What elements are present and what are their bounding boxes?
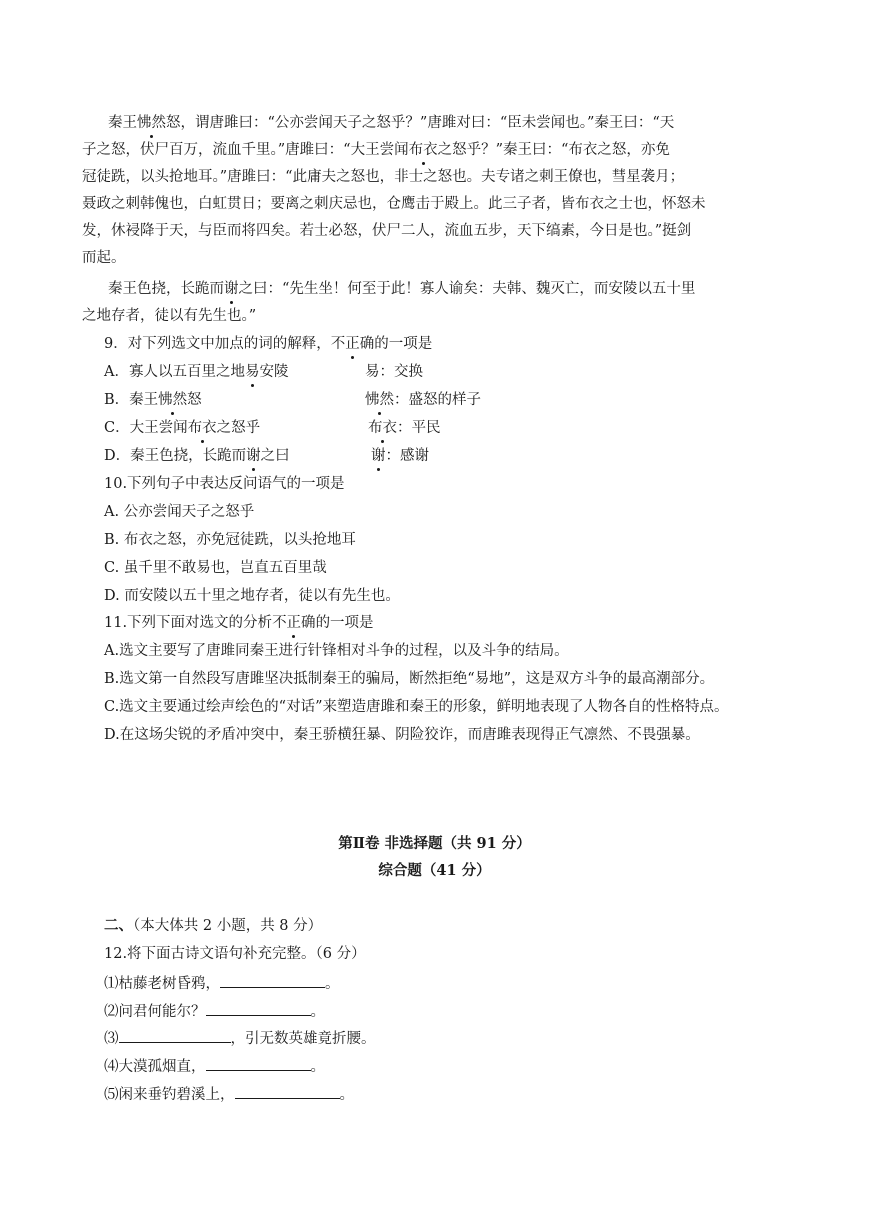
question-9-gloss-d <box>371 446 429 466</box>
passage-text: 子之怒，伏尸百万，流血千里。”唐雎曰：“大王尝闻 <box>82 142 409 158</box>
part-label: 二、 <box>104 917 133 934</box>
dotted-word: 不正确 <box>272 615 316 631</box>
item-number: ⑴ <box>104 976 119 992</box>
question-9-gloss-c <box>368 418 441 438</box>
dotted-word: 不正确 <box>330 336 375 352</box>
answer-blank[interactable] <box>220 972 325 988</box>
part-2-heading <box>104 916 322 936</box>
gloss-term: 易 <box>365 364 380 380</box>
option-text: 怒 <box>187 392 202 408</box>
question-10-option-a: A. 公亦尝闻天子之怒乎 <box>104 504 255 520</box>
question-10-option-d: D. 而安陵以五十里之地存者，徒以有先生也。 <box>104 588 400 604</box>
question-10-stem: 10.下列句子中表达反问语气的一项是 <box>104 476 345 492</box>
item-number: ⑷ <box>104 1059 119 1075</box>
gloss-term: 怫然 <box>365 392 394 408</box>
item-text: 。 <box>310 1059 325 1075</box>
item-text: 枯藤老树昏鸦， <box>118 976 220 992</box>
question-10-option-b: B. 布衣之怒，亦免冠徒跣，以头抢地耳 <box>104 532 356 548</box>
passage-text: 秦王色挠，长跪而 <box>108 281 224 297</box>
dotted-word: 怫然 <box>158 392 188 408</box>
section-subtitle: 综合题（41 分） <box>378 862 491 879</box>
dotted-word: 怫然 <box>137 115 166 131</box>
answer-blank[interactable] <box>206 1000 311 1016</box>
passage-line: 聂政之刺韩傀也，白虹贯日；要离之刺庆忌也，仓鹰击于殿上。此三子者，皆布衣之士也，怀怒未 <box>82 196 706 212</box>
question-9-gloss-b <box>365 390 481 410</box>
passage-line: 而起。 <box>82 250 126 266</box>
answer-blank[interactable] <box>119 1027 231 1043</box>
item-text: ，引无数英雄竟折腰。 <box>230 1031 376 1047</box>
item-text: 闲来垂钓碧溪上， <box>118 1087 235 1103</box>
option-text: 秦王色挠，长跪而 <box>130 448 247 464</box>
item-number: ⑶ <box>104 1031 119 1047</box>
dotted-word: 布衣 <box>408 142 438 158</box>
fill-in-item-2 <box>104 1000 325 1022</box>
passage-text: 之怒乎？”秦王曰：“布衣之怒，亦免 <box>437 142 670 158</box>
question-11-option-c: C.选文主要通过绘声绘色的“对话”来塑造唐雎和秦王的形象，鲜明地表现了人物各自的性格特点。 <box>104 699 729 715</box>
question-9-option-a <box>104 362 288 382</box>
item-text: 大漠孤烟直， <box>118 1059 206 1075</box>
option-text: 秦王 <box>129 392 159 408</box>
fill-in-item-1 <box>104 972 340 994</box>
section-title: 第Ⅱ卷 非选择题（共 91 分） <box>338 835 531 852</box>
passage-line: 发，休祲降于天，与臣而将四矣。若士必怒，伏尸二人，流血五步，天下缟素，今日是也。”挺剑 <box>82 223 692 239</box>
option-text: 之曰 <box>260 448 290 464</box>
fill-in-item-5 <box>104 1083 354 1105</box>
question-9-stem <box>104 334 432 354</box>
gloss-term: 谢 <box>371 448 386 464</box>
gloss-text: ：交换 <box>379 364 423 380</box>
option-text: 安陵 <box>259 364 289 380</box>
option-letter: B． <box>104 392 130 408</box>
gloss-term: 布衣 <box>368 420 397 436</box>
passage-text: 之曰：“先生坐！何至于此！寡人谕矣：夫韩、魏灭亡，而安陵以五十里 <box>238 281 696 297</box>
question-12-stem: 12.将下面古诗文语句补充完整。（6 分） <box>104 946 366 962</box>
item-text: 。 <box>325 976 340 992</box>
stem-text: 9．对下列选文中加点的词的解释， <box>104 336 331 352</box>
part-note: （本大体共 2 小题，共 8 分） <box>133 918 323 934</box>
item-text: 问君何能尔？ <box>118 1004 206 1020</box>
option-text: 大王尝闻 <box>129 420 188 436</box>
passage-line <box>82 140 670 160</box>
item-number: ⑸ <box>104 1087 119 1103</box>
passage-text: 秦王 <box>108 115 137 131</box>
passage-line: 之地存者，徒以有先生也。” <box>82 308 257 324</box>
option-letter: D． <box>104 448 131 464</box>
fill-in-item-4 <box>104 1055 325 1077</box>
dotted-word: 谢 <box>246 448 261 464</box>
option-letter: C． <box>104 420 130 436</box>
answer-blank[interactable] <box>206 1055 311 1071</box>
stem-text: 的一项是 <box>374 336 433 352</box>
question-9-option-d <box>104 446 290 466</box>
gloss-text: ：盛怒的样子 <box>394 392 481 408</box>
fill-in-item-3 <box>104 1027 376 1049</box>
passage-text: 怒，谓唐雎曰：“公亦尝闻天子之怒乎？”唐雎对曰：“臣未尝闻也。”秦王曰：“天 <box>166 115 675 131</box>
dotted-word: 谢 <box>224 281 239 297</box>
item-number: ⑵ <box>104 1004 119 1020</box>
stem-text: 11.下列下面对选文的分析 <box>104 615 273 631</box>
question-11-option-a: A.选文主要写了唐雎同秦王进行针锋相对斗争的过程，以及斗争的结局。 <box>104 643 569 659</box>
dotted-word: 易 <box>244 364 260 380</box>
stem-text: 的一项是 <box>315 615 374 631</box>
question-9-option-b <box>104 390 202 410</box>
passage-line <box>108 279 695 299</box>
item-text: 。 <box>310 1004 325 1020</box>
question-10-option-c: C. 虽千里不敢易也，岂直五百里哉 <box>104 560 327 576</box>
option-text: 之怒乎 <box>216 420 261 436</box>
passage-line: 冠徒跣，以头抢地耳。”唐雎曰：“此庸夫之怒也，非士之怒也。夫专诸之刺王僚也，彗星袭月； <box>82 169 685 185</box>
dotted-word: 布衣 <box>187 420 217 436</box>
gloss-text: ：平民 <box>397 420 441 436</box>
option-letter: A． <box>104 364 129 380</box>
question-9-option-c <box>104 418 260 438</box>
question-11-option-d: D.在这场尖锐的矛盾冲突中，秦王骄横狂暴、阴险狡诈，而唐雎表现得正气凛然、不畏强暴。 <box>104 727 700 743</box>
question-9-gloss-a <box>365 362 423 382</box>
passage-line <box>108 113 674 133</box>
item-text: 。 <box>339 1087 354 1103</box>
gloss-text: ：感谢 <box>385 448 429 464</box>
answer-blank[interactable] <box>235 1083 340 1099</box>
question-11-option-b: B.选文第一自然段写唐雎坚决抵制秦王的骗局，断然拒绝“易地”，这是双方斗争的最高潮部分。 <box>104 671 715 687</box>
option-text: 寡人以五百里之地 <box>128 364 245 380</box>
question-11-stem <box>104 613 374 633</box>
